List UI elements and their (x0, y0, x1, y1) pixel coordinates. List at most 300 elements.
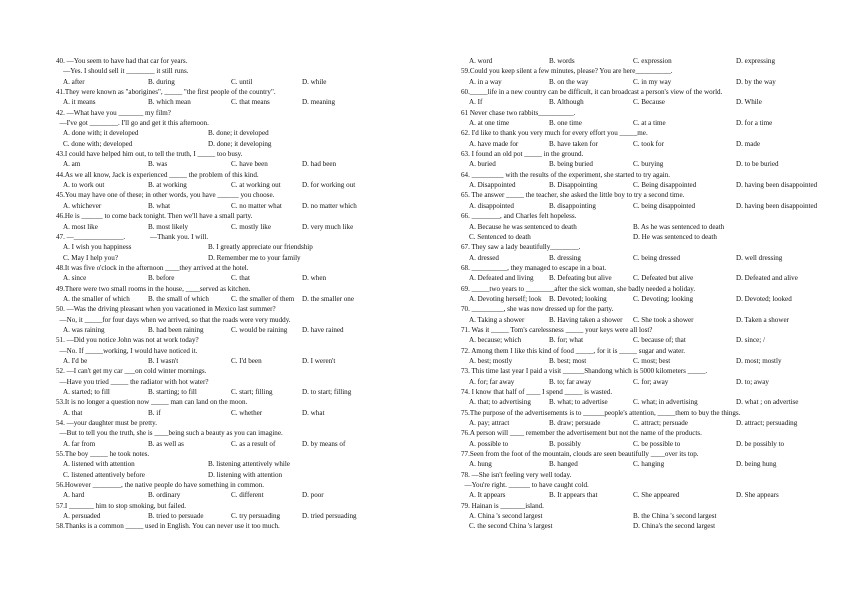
answer-option[interactable]: C. until (231, 77, 253, 86)
answer-option[interactable]: A. that; to advertising (469, 398, 531, 407)
answer-option[interactable]: B. at working (148, 181, 187, 190)
answer-option[interactable]: A. in a way (469, 77, 502, 86)
answer-option[interactable]: A. listened with attention (63, 460, 135, 469)
question-text: 44.As we all know, Jack is experienced _____ the problem of this kind. (56, 170, 259, 179)
question-line (56, 418, 401, 428)
answer-option[interactable]: D. having been disappointed (736, 181, 818, 190)
answer-option[interactable]: A. far from (63, 439, 96, 448)
answer-option[interactable]: D. while (302, 77, 327, 86)
answer-option[interactable]: D. She appears (736, 491, 779, 500)
answer-option[interactable]: A. Disappointed (469, 181, 516, 190)
question-text: 46.He is ______ to come back tonight. Then we'll have a small party. (56, 212, 253, 221)
answer-option[interactable]: C. in my way (633, 77, 672, 86)
question-line (56, 87, 401, 97)
answer-option[interactable]: C. being dressed (633, 253, 681, 262)
answer-option[interactable]: B. tried to persuade (148, 512, 204, 521)
question-line (56, 118, 401, 128)
answer-option[interactable]: C. the second China 's largest (469, 522, 553, 531)
answer-option[interactable]: C. no matter what (231, 201, 282, 210)
answer-option[interactable]: C. what; in advertising (633, 398, 698, 407)
answer-option[interactable]: B. Although (549, 98, 584, 107)
question-line (56, 335, 401, 345)
answer-option[interactable]: D. to; away (736, 377, 769, 386)
question-text: —Have you tried _____ the radiator with hot water? (56, 377, 209, 386)
question-line (56, 263, 401, 273)
question-text: 59.Could you keep silent a few minutes, please? You are here__________. (461, 67, 673, 76)
answer-option[interactable]: B. possibly (549, 439, 581, 448)
question-text: 43.I could have helped him out, to tell the truth, I _____ too busy. (56, 150, 243, 159)
answer-option[interactable]: B. the small of which (148, 294, 209, 303)
answer-option[interactable]: D. very much like (302, 222, 354, 231)
answer-option[interactable]: D. He was sentenced to death (633, 232, 717, 241)
answer-option[interactable]: D. no matter which (302, 201, 357, 210)
answer-option[interactable]: A. whichever (63, 201, 102, 210)
answer-option[interactable]: D. attract; persuading (736, 419, 798, 428)
answer-option[interactable]: B. was (148, 160, 168, 169)
question-text: 51. —Did you notice John was not at work today? (56, 336, 199, 345)
options-line (461, 77, 811, 87)
answer-option[interactable]: B. being buried (549, 160, 593, 169)
question-text: 77.Seen from the foot of the mountain, clouds are seen beautifully ____over its top. (461, 450, 699, 459)
answer-option[interactable]: B. ordinary (148, 491, 181, 500)
answer-option[interactable]: C. for; away (633, 377, 669, 386)
options-line (56, 470, 401, 480)
question-line (56, 66, 401, 76)
answer-option[interactable]: A. that (63, 408, 83, 417)
answer-option[interactable]: C. would be raining (231, 325, 288, 334)
answer-option[interactable]: D. poor (302, 491, 324, 500)
question-line (461, 108, 811, 118)
options-line (461, 253, 811, 263)
options-line (56, 511, 401, 521)
options-line (56, 356, 401, 366)
answer-option[interactable]: B. Disappointing (549, 181, 598, 190)
question-text: 66. ________, and Charles felt hopeless. (461, 212, 577, 221)
question-text: 58.Thanks is a common _____ used in English. You can never use it too much. (56, 522, 280, 531)
options-line (461, 294, 811, 304)
answer-option[interactable]: B. for; what (549, 336, 584, 345)
question-text: 71. Was it _____ Tom's carelessness _____ your keys were all lost? (461, 325, 653, 334)
question-text: 55.The boy _____ he took notes. (56, 450, 150, 459)
question-text: —You're right. ______ to have caught cold. (461, 481, 589, 490)
question-line (56, 521, 401, 531)
answer-option[interactable]: B. before (148, 274, 175, 283)
answer-option[interactable]: B. dressing (549, 253, 581, 262)
question-line (461, 408, 811, 418)
answer-option[interactable]: C. I'd been (231, 356, 262, 365)
answer-option[interactable]: D. most; mostly (736, 356, 782, 365)
question-line (56, 366, 401, 376)
answer-option[interactable]: B. listening attentively while (208, 460, 290, 469)
question-line (461, 263, 811, 273)
question-line (56, 501, 401, 511)
answer-option[interactable]: C. most; best (633, 356, 671, 365)
answer-option[interactable]: B. disappointing (549, 201, 596, 210)
question-text: 49.There were two small rooms in the house, ____served as kitchen. (56, 284, 251, 293)
answer-option[interactable]: A. the smaller of which (63, 294, 130, 303)
answer-option[interactable]: D. made (736, 139, 761, 148)
answer-option[interactable]: D. by the way (736, 77, 776, 86)
options-line (461, 118, 811, 128)
question-text: 48.It was five o'clock in the afternoon ____they arrived at the hotel. (56, 263, 249, 272)
answer-option[interactable]: B. Defeating but alive (549, 274, 612, 283)
options-line (461, 159, 811, 169)
options-line (56, 253, 401, 263)
answer-option[interactable]: B. to; far away (549, 377, 592, 386)
answer-option[interactable]: D. Remember me to your family (208, 253, 301, 262)
answer-option[interactable]: D. what (302, 408, 325, 417)
question-line (461, 470, 811, 480)
question-line (56, 480, 401, 490)
answer-option[interactable]: A. to work out (63, 181, 105, 190)
question-line (461, 190, 811, 200)
question-line (461, 128, 811, 138)
question-text: 62. I'd like to thank you very much for every effort you _____me. (461, 129, 648, 138)
answer-option[interactable]: B. what; to advertise (549, 398, 608, 407)
answer-option[interactable]: B. It appears that (549, 491, 598, 500)
question-line (56, 397, 401, 407)
answer-option[interactable]: B. which mean (148, 98, 191, 107)
answer-option[interactable]: C. whether (231, 408, 263, 417)
answer-option[interactable]: D. the smaller one (302, 294, 355, 303)
question-text: —No. If _____working, I would have noticed it. (56, 346, 198, 355)
answer-option[interactable]: C. start; filling (231, 388, 273, 396)
answer-option[interactable]: B. done; it developed (208, 129, 269, 138)
options-line (56, 294, 401, 304)
answer-option[interactable]: A. disappointed (469, 201, 514, 210)
answer-option[interactable]: D. expressing (736, 57, 776, 65)
options-line (56, 128, 401, 138)
answer-option[interactable]: B. have taken for (549, 139, 598, 148)
answer-option[interactable]: A. for; far away (469, 377, 515, 386)
answer-option[interactable]: C. attract; persuade (633, 419, 688, 428)
answer-option[interactable]: A. I wish you happiness (63, 243, 132, 252)
answer-option[interactable]: C. that (231, 274, 250, 283)
answer-option[interactable]: D. have rained (302, 325, 344, 334)
question-text: 42. —What have you _______ my film? (56, 108, 171, 117)
options-line (461, 511, 811, 521)
answer-option[interactable]: B. draw; persuade (549, 419, 601, 428)
options-line (56, 77, 401, 87)
options-line (461, 222, 811, 232)
options-line (56, 222, 401, 232)
question-line (56, 190, 401, 200)
answer-option[interactable]: D. had been (302, 160, 337, 169)
answer-option[interactable]: C. Defeated but alive (633, 274, 694, 283)
question-line (56, 284, 401, 294)
answer-option[interactable]: A. done with; it developed (63, 129, 139, 138)
options-line (461, 273, 811, 283)
question-text: —No, it _____for four days when we arrived, so that the roads were very muddy. (56, 315, 291, 324)
answer-option[interactable]: C. Because (633, 98, 665, 107)
answer-option[interactable]: C. listened attentively before (63, 470, 145, 479)
answer-option[interactable]: A. because; which (469, 336, 522, 345)
answer-option[interactable]: C. different (231, 491, 264, 500)
answer-option[interactable]: A. hard (63, 491, 85, 500)
question-text: 61 Never chase two rabbits__________. (461, 108, 576, 117)
answer-option[interactable]: C. have been (231, 160, 268, 169)
answer-option[interactable]: A. dressed (469, 253, 499, 262)
answer-option[interactable]: C. She took a shower (633, 315, 694, 324)
options-line (461, 397, 811, 407)
answer-option[interactable]: D. since; / (736, 336, 765, 345)
options-line (461, 490, 811, 500)
question-line (56, 449, 401, 459)
answer-option[interactable]: B. Devoted; looking (549, 294, 607, 303)
options-line (56, 459, 401, 469)
question-text: 75.The purpose of the advertisements is to ______people's attention, _____them to buy the things. (461, 408, 741, 417)
answer-option[interactable]: D. what ; on advertise (736, 398, 799, 407)
answer-option[interactable]: B. hanged (549, 460, 578, 469)
question-text: —Yes. I should sell it ________ it still runs. (56, 67, 189, 76)
question-line (56, 304, 401, 314)
options-line (56, 273, 401, 283)
question-text: 65. The answer _____ the teacher, she asked the little boy to try a second time. (461, 191, 685, 200)
answer-option[interactable]: D. Taken a shower (736, 315, 789, 324)
answer-option[interactable]: C. Being disappointed (633, 181, 697, 190)
answer-option[interactable]: A. Devoting herself; look (469, 294, 542, 303)
answer-option[interactable]: D. when (302, 274, 327, 283)
question-text: 76.A person will ____ remember the advertisement but not the name of the products. (461, 429, 702, 438)
answer-option[interactable]: D. to start; filling (302, 388, 352, 396)
answer-option[interactable]: B. I wasn't (148, 356, 179, 365)
options-line (56, 408, 401, 418)
question-line (461, 284, 811, 294)
question-text: 79. Hainan is _______island. (461, 501, 544, 510)
answer-option[interactable]: A. was raining (63, 325, 105, 334)
answer-option[interactable]: D. well dressing (736, 253, 783, 262)
question-line (56, 377, 401, 387)
options-line (461, 201, 818, 211)
answer-option[interactable]: D. done; it developing (208, 139, 272, 148)
answer-option[interactable]: B. one time (549, 119, 582, 128)
answer-option[interactable]: B. if (148, 408, 161, 417)
left-column (56, 56, 401, 532)
answer-option[interactable]: A. It appears (469, 491, 506, 500)
question-line (461, 325, 811, 335)
question-text: 73. This time last year I paid a visit ______Shandong which is 5000 kilometers _____. (461, 367, 708, 376)
answer-option[interactable]: C. as a result of (231, 439, 276, 448)
options-line (461, 418, 811, 428)
options-line (56, 387, 401, 397)
answer-option[interactable]: D. meaning (302, 98, 336, 107)
options-line (56, 325, 401, 335)
answer-option[interactable]: D. for a time (736, 119, 773, 128)
answer-option[interactable]: D. China's the second largest (633, 522, 716, 531)
answer-option[interactable]: C. because of; that (633, 336, 686, 345)
question-line (56, 346, 401, 356)
question-line (461, 211, 811, 221)
options-line (461, 459, 811, 469)
question-line (461, 149, 811, 159)
answer-option[interactable]: B. during (148, 77, 175, 86)
answer-option[interactable]: A. China 's second largest (469, 512, 543, 521)
question-text: 63. I found an old pot _____ in the ground. (461, 150, 584, 159)
question-line (56, 315, 401, 325)
options-line (461, 356, 811, 366)
question-line (56, 211, 401, 221)
answer-option[interactable]: A. If (469, 98, 483, 107)
answer-option[interactable]: C. She appeared (633, 491, 680, 500)
question-text: 50. —Was the driving pleasant when you vacationed in Mexico last summer? (56, 305, 276, 314)
answer-option[interactable]: D. tried persuading (302, 512, 357, 521)
options-line (56, 139, 401, 149)
answer-option[interactable]: A. since (63, 274, 87, 283)
question-text: 53.It is no longer a question now _____ man can land on the moon. (56, 398, 248, 407)
answer-option[interactable]: D. be possibly to (736, 439, 785, 448)
question-line (56, 428, 401, 438)
options-line (461, 232, 811, 242)
answer-option[interactable]: C. that means (231, 98, 270, 107)
question-text: —I've got ________. I'll go and get it this afternoon. (56, 119, 209, 128)
answer-option[interactable]: A. persuaded (63, 512, 101, 521)
answer-option[interactable]: A. pay; attract (469, 419, 510, 428)
answer-option[interactable]: C. took for (633, 139, 664, 148)
answer-option[interactable]: A. it means (63, 98, 96, 107)
options-line (56, 180, 401, 190)
answer-option[interactable]: C. Devoting; looking (633, 294, 694, 303)
answer-option[interactable]: D. for working out (302, 181, 356, 190)
question-text: 72. Among them I like this kind of food _____, for it is _____ sugar and water. (461, 346, 686, 355)
options-line (461, 97, 811, 107)
answer-option[interactable]: D. listening with attention (208, 470, 283, 479)
options-line (56, 159, 401, 169)
answer-option[interactable]: C. Sentenced to death (469, 232, 531, 241)
question-line (56, 56, 401, 66)
options-line (461, 521, 811, 531)
answer-option[interactable]: A. most like (63, 222, 98, 231)
options-line (56, 439, 401, 449)
question-text: 40. —You seem to have had that car for years. (56, 57, 188, 65)
answer-option[interactable]: C. at a time (633, 119, 666, 128)
answer-option[interactable]: A. hung (469, 460, 492, 469)
question-text: 78. —She isn't feeling very well today. (461, 470, 572, 479)
question-text: 54. —your daughter must be pretty. (56, 419, 157, 428)
question-text: 56.However ________, the native people do have something in common. (56, 481, 265, 490)
answer-option[interactable]: B. most likely (148, 222, 189, 231)
answer-option[interactable]: B. what (148, 201, 171, 210)
answer-option[interactable]: D. by means of (302, 439, 346, 448)
answer-option[interactable]: B. As he was sentenced to death (633, 222, 725, 231)
answer-option[interactable]: C. mostly like (231, 222, 272, 231)
answer-option[interactable]: B. had been raining (148, 325, 204, 334)
question-line (461, 346, 811, 356)
question-text: 67. They saw a lady beautifully________. (461, 243, 581, 252)
answer-option[interactable]: D. While (736, 98, 762, 107)
question-text: 47. —______________. —Thank you. I will. (56, 232, 209, 241)
question-line (461, 87, 811, 97)
answer-option[interactable]: A. Defeated and living (469, 274, 534, 283)
answer-option[interactable]: C. done with; developed (63, 139, 133, 148)
options-line (56, 97, 401, 107)
answer-option[interactable]: D. being hung (736, 460, 777, 469)
answer-option[interactable]: A. at one time (469, 119, 510, 128)
answer-option[interactable]: B. Having taken a shower (549, 315, 623, 324)
options-line (461, 56, 811, 66)
answer-option[interactable]: C. being disappointed (633, 201, 696, 210)
question-text: 64. _________ with the results of the experiment, she started to try again. (461, 170, 671, 179)
question-line (56, 232, 401, 242)
question-line (461, 242, 811, 252)
answer-option[interactable]: C. the smaller of them (231, 294, 295, 303)
answer-option[interactable]: C. be possible to (633, 439, 681, 448)
question-text: 68. __________, they managed to escape in a boat. (461, 263, 607, 272)
question-text: 70. _________, she was now dressed up for the party. (461, 305, 614, 314)
answer-option[interactable]: B. starting; to fill (148, 388, 197, 396)
answer-option[interactable]: A. started; to fill (63, 388, 110, 396)
answer-option[interactable]: A. Taking a shower (469, 315, 525, 324)
options-line (56, 490, 401, 500)
answer-option[interactable]: C. hanging (633, 460, 665, 469)
answer-option[interactable]: A. I'd be (63, 356, 88, 365)
answer-option[interactable]: C. expression (633, 57, 672, 65)
answer-option[interactable]: D. Defeated and alive (736, 274, 798, 283)
answer-option[interactable]: B. words (549, 57, 575, 65)
options-line (56, 242, 401, 252)
answer-option[interactable]: C. try persuading (231, 512, 281, 521)
question-line (461, 501, 811, 511)
answer-option[interactable]: A. possible to (469, 439, 509, 448)
question-text: 57.I _______ him to stop smoking, but failed. (56, 501, 187, 510)
answer-option[interactable]: B. the China 's second largest (633, 512, 717, 521)
options-line (461, 335, 811, 345)
answer-option[interactable]: A. buried (469, 160, 496, 169)
question-line (56, 170, 401, 180)
question-text: 52. —I can't get my car ___on cold winter mornings. (56, 367, 207, 376)
question-text: 45.You may have one of these; in other words, you have ______ you choose. (56, 191, 275, 200)
answer-option[interactable]: B. on the way (549, 77, 589, 86)
answer-option[interactable]: A. Because he was sentenced to death (469, 222, 577, 231)
options-line (461, 377, 811, 387)
question-text: 60._____life in a new country can be difficult, it can broadcast a person's view of the world. (461, 88, 723, 97)
answer-option[interactable]: B. as well as (148, 439, 184, 448)
answer-option[interactable]: A. best; mostly (469, 356, 513, 365)
question-text: —But to tell you the truth, she is ____being such a beauty as you can imagine. (56, 429, 283, 438)
question-line (461, 387, 811, 397)
question-text: 74. I know that half of ____ I spend _____ is wasted. (461, 388, 613, 396)
question-line (461, 480, 811, 490)
options-line (461, 315, 811, 325)
question-line (56, 108, 401, 118)
question-line (461, 366, 811, 376)
question-text: 69. _____two years to ________after the sick woman, she badly needed a holiday. (461, 284, 696, 293)
answer-option[interactable]: A. am (63, 160, 81, 169)
question-line (461, 449, 811, 459)
options-line (461, 139, 811, 149)
question-text: 41.They were known as "aborigines", _____ "the first people of the country". (56, 88, 276, 97)
answer-option[interactable]: C. at working out (231, 181, 281, 190)
question-line (461, 66, 811, 76)
question-line (461, 170, 811, 180)
answer-option[interactable]: D. Devoted; looked (736, 294, 792, 303)
answer-option[interactable]: B. best; most (549, 356, 587, 365)
options-line (461, 180, 818, 190)
answer-option[interactable]: B. I greatly appreciate our friendship (208, 243, 313, 252)
options-line (461, 439, 811, 449)
answer-option[interactable]: A. have made for (469, 139, 519, 148)
answer-option[interactable]: D. I weren't (302, 356, 336, 365)
question-line (461, 304, 811, 314)
question-line (56, 149, 401, 159)
question-line (461, 428, 811, 438)
right-column (461, 56, 818, 532)
answer-option[interactable]: A. after (63, 77, 85, 86)
answer-option[interactable]: C. burying (633, 160, 664, 169)
answer-option[interactable]: A. word (469, 57, 493, 65)
answer-option[interactable]: C. May I help you? (63, 253, 118, 262)
answer-option[interactable]: D. having been disappointed (736, 201, 818, 210)
answer-option[interactable]: D. to be buried (736, 160, 779, 169)
